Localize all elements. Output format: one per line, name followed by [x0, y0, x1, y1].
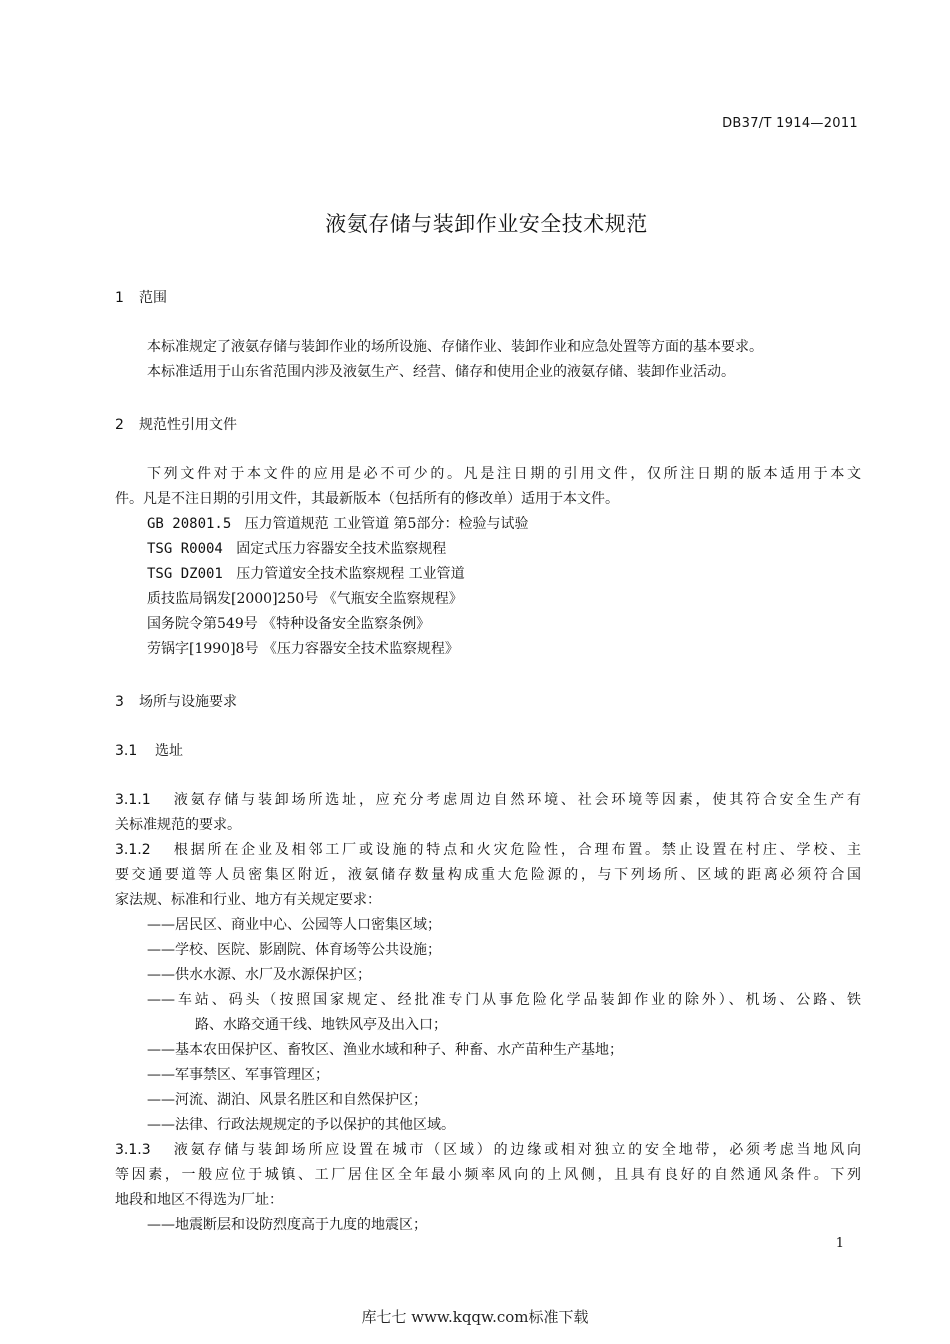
page-number: 1	[835, 1236, 844, 1251]
clause-number: 3.1.3	[115, 1142, 151, 1158]
reference-item	[115, 562, 861, 587]
subsection-3-1-heading	[115, 739, 861, 764]
list-item-continuation: 路、水路交通干线、地铁风亭及出入口；	[195, 1017, 447, 1033]
section-number: 3	[115, 694, 124, 710]
reference-code: GB 20801.5	[147, 516, 232, 532]
paragraph-line: 下列文件对于本文件的应用是必不可少的。凡是注日期的引用文件，仅所注日期的版本适用于本文	[147, 466, 861, 482]
reference-item	[115, 537, 861, 562]
paragraph-line: 件。凡是不注日期的引用文件，其最新版本（包括所有的修改单）适用于本文件。	[115, 491, 619, 507]
clause-text-line: 等因素，一般应位于城镇、工厂居住区全年最小频率风向的上风侧，且具有良好的自然通风条件。下列	[115, 1167, 861, 1183]
reference-item	[115, 512, 861, 537]
list-item: ——河流、湖泊、风景名胜区和自然保护区；	[147, 1092, 427, 1108]
clause-text-line: 关标准规范的要求。	[115, 817, 241, 833]
footer-watermark: 库七七 www.kqqw.com标准下载	[361, 1308, 589, 1326]
reference-title: 压力管道安全技术监察规程 工业管道	[236, 566, 465, 582]
subsection-title: 选址	[155, 743, 183, 759]
clause-3-1-2	[115, 838, 861, 863]
paragraph: 本标准适用于山东省范围内涉及液氨生产、经营、储存和使用企业的液氨存储、装卸作业活动。	[147, 364, 735, 380]
clause-number: 3.1.2	[115, 842, 151, 858]
clause-number: 3.1.1	[115, 792, 151, 808]
section-2-heading	[115, 413, 861, 438]
list-item: ——法律、行政法规规定的予以保护的其他区域。	[147, 1117, 455, 1133]
reference-code: TSG DZ001	[147, 566, 223, 582]
document-code: DB37/T 1914—2011	[722, 116, 858, 131]
paragraph: 本标准规定了液氨存储与装卸作业的场所设施、存储作业、装卸作业和应急处置等方面的基本要求。	[147, 339, 763, 355]
section-title: 规范性引用文件	[139, 417, 237, 433]
clause-text-line: 家法规、标准和行业、地方有关规定要求：	[115, 892, 381, 908]
document-title: 液氨存储与装卸作业安全技术规范	[325, 212, 648, 236]
subsection-number: 3.1	[115, 743, 138, 759]
section-number: 2	[115, 417, 124, 433]
list-item: ——军事禁区、军事管理区；	[147, 1067, 329, 1083]
clause-text: 根据所在企业及相邻工厂或设施的特点和火灾危险性，合理布置。禁止设置在村庄、学校、主	[171, 842, 861, 858]
list-item: ——车站、码头（按照国家规定、经批准专门从事危险化学品装卸作业的除外）、机场、公路、铁	[147, 992, 861, 1008]
list-item: ——基本农田保护区、畜牧区、渔业水域和种子、种畜、水产苗种生产基地；	[147, 1042, 623, 1058]
clause-text-line: 地段和地区不得选为厂址：	[115, 1192, 283, 1208]
clause-text-line: 要交通要道等人员密集区附近，液氨储存数量构成重大危险源的，与下列场所、区域的距离必须符合国	[115, 867, 861, 883]
section-3-heading	[115, 690, 861, 715]
reference-item: 劳锅字[1990]8号 《压力容器安全技术监察规程》	[147, 641, 459, 657]
reference-code: TSG R0004	[147, 541, 223, 557]
section-title: 场所与设施要求	[139, 694, 237, 710]
list-item: ——学校、医院、影剧院、体育场等公共设施；	[147, 942, 441, 958]
clause-3-1-3	[115, 1138, 861, 1163]
document-body	[115, 286, 861, 1238]
reference-title: 固定式压力容器安全技术监察规程	[236, 541, 447, 557]
section-title: 范围	[139, 290, 167, 306]
section-number: 1	[115, 290, 124, 306]
reference-item: 质技监局锅发[2000]250号 《气瓶安全监察规程》	[147, 591, 463, 607]
reference-item: 国务院令第549号 《特种设备安全监察条例》	[147, 616, 431, 632]
reference-title: 压力管道规范 工业管道 第5部分：检验与试验	[244, 516, 529, 532]
list-item: ——居民区、商业中心、公园等人口密集区域；	[147, 917, 441, 933]
section-1-heading	[115, 286, 861, 311]
list-item: ——地震断层和设防烈度高于九度的地震区；	[147, 1217, 427, 1233]
list-item: ——供水水源、水厂及水源保护区；	[147, 967, 371, 983]
clause-text: 液氨存储与装卸场所应设置在城市（区域）的边缘或相对独立的安全地带，必须考虑当地风向	[171, 1142, 861, 1158]
clause-3-1-1	[115, 788, 861, 813]
clause-text: 液氨存储与装卸场所选址，应充分考虑周边自然环境、社会环境等因素，使其符合安全生产有	[171, 792, 861, 808]
